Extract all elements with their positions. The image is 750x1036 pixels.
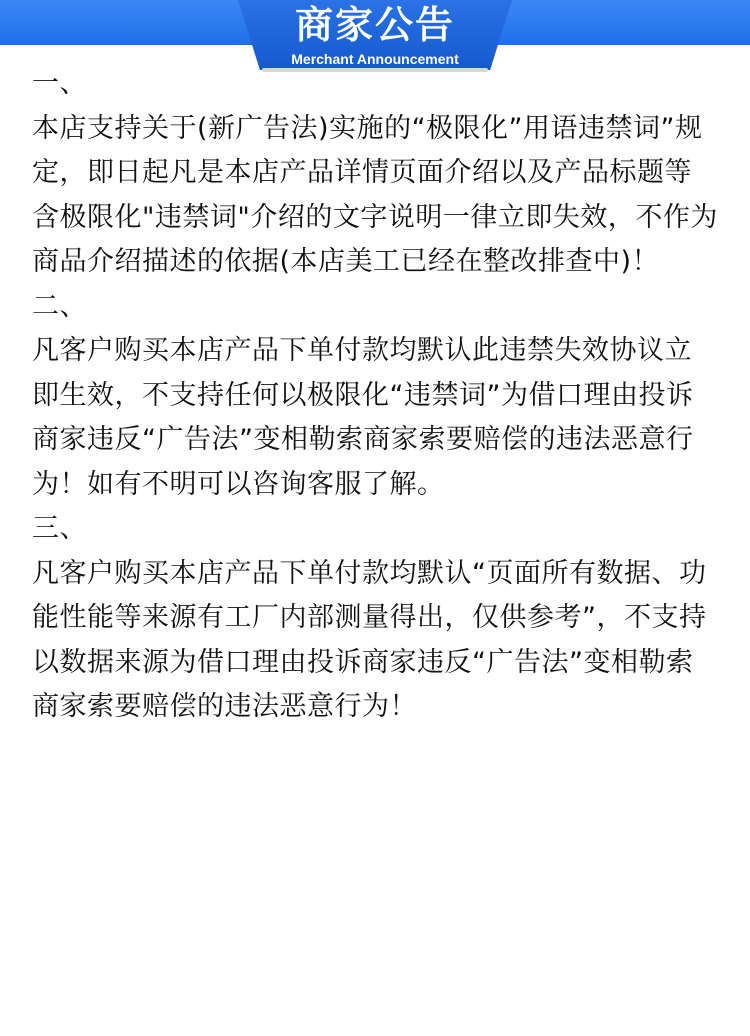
section-heading: 二、 — [32, 290, 87, 322]
announcement-section-3 — [32, 507, 718, 730]
page-title: 商家公告 — [294, 3, 455, 47]
announcement-body — [32, 62, 718, 730]
announcement-section-2 — [32, 285, 718, 508]
announcement-section-1 — [32, 62, 718, 285]
section-text: 本店支持关于(新广告法)实施的“极限化”用语违禁词”规定，即日起凡是本店产品详情页面介绍以及产品标题等含极限化"违禁词"介绍的文字说明一律立即失效，不作为商品介绍描述的依据(本店美工已经在整改排查中)！ — [32, 112, 718, 277]
section-heading: 一、 — [32, 68, 87, 99]
page-subtitle: Merchant Announcement — [291, 51, 459, 67]
section-text: 凡客户购买本店产品下单付款均默认“页面所有数据、功能性能等来源有工厂内部测量得出，仅供参考”，不支持以数据来源为借口理由投诉商家违反“广告法”变相勒索商家索要赔偿的违法恶意行为！ — [32, 557, 707, 722]
section-heading: 三、 — [32, 513, 87, 544]
section-text: 凡客户购买本店产品下单付款均默认此违禁失效协议立即生效，不支持任何以极限化“违禁词”为借口理由投诉商家违反“广告法”变相勒索商家索要赔偿的违法恶意行为！如有不明可以咨询客服了解。 — [32, 335, 694, 500]
